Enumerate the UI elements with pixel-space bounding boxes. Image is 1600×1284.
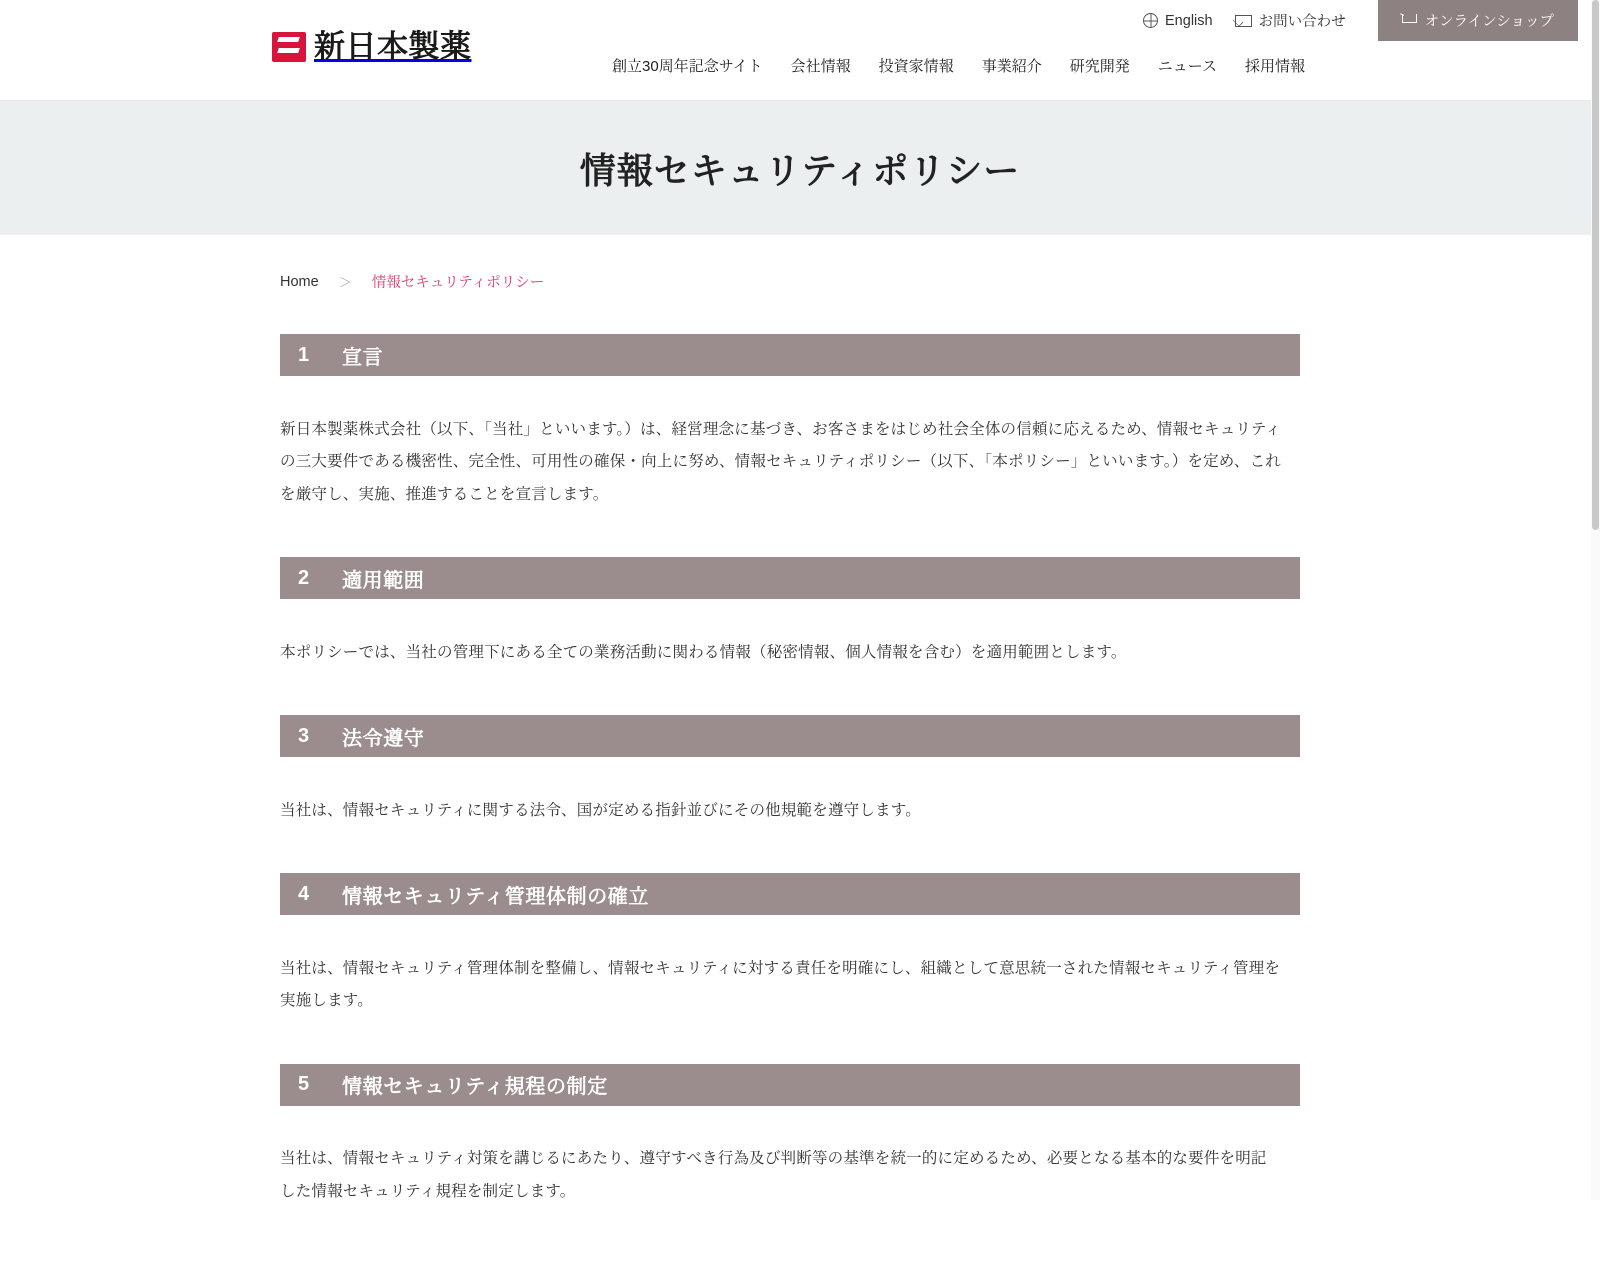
section-body-2: 本ポリシーでは、当社の管理下にある全ての業務活動に関わる情報（秘密情報、個人情報を含む）を適用範囲とします。 xyxy=(280,643,1127,661)
page-scrollbar[interactable] xyxy=(1591,0,1600,1200)
scrollbar-thumb[interactable] xyxy=(1592,0,1599,530)
nav-item-anniversary[interactable]: 創立30周年記念サイト xyxy=(612,58,763,75)
section-body-4: 当社は、情報セキュリティ管理体制を整備し、情報セキュリティに対する責任を明確にし、組織として意思統一された情報セキュリティ管理を実施します。 xyxy=(280,959,1281,1010)
section-number-2: 2 xyxy=(298,566,310,589)
section-title-5: 情報セキュリティ規程の制定 xyxy=(342,1076,608,1099)
section-number-5: 5 xyxy=(298,1073,310,1096)
online-shop-button[interactable] xyxy=(1378,0,1578,41)
section-number-4: 4 xyxy=(298,882,310,905)
main-nav xyxy=(612,55,1305,76)
section-header-4 xyxy=(280,873,1300,915)
nav-item-news[interactable]: ニュース xyxy=(1157,58,1217,75)
section-title-4: 情報セキュリティ管理体制の確立 xyxy=(342,885,649,908)
section-number-3: 3 xyxy=(298,724,310,747)
nav-item-research[interactable]: 研究開発 xyxy=(1069,58,1130,75)
nav-item-recruit[interactable]: 採用情報 xyxy=(1244,58,1305,75)
section-header-1 xyxy=(280,334,1300,376)
online-shop-label: オンラインショップ xyxy=(1424,14,1554,30)
page-title: 情報セキュリティポリシー xyxy=(579,149,1021,191)
contact-label: お問い合わせ xyxy=(1258,14,1346,30)
cart-icon xyxy=(1400,14,1416,27)
section-title-2: 適用範囲 xyxy=(342,569,425,592)
breadcrumb-current: 情報セキュリティポリシー xyxy=(371,275,545,291)
section-body-5: 当社は、情報セキュリティ対策を講じるにあたり、遵守すべき行為及び判断等の基準を統一的に定めるため、必要となる基本的な要件を明記した情報セキュリティ規程を制定します。 xyxy=(280,1150,1267,1200)
nav-item-company[interactable]: 会社情報 xyxy=(790,58,851,75)
language-label: English xyxy=(1165,12,1213,29)
language-switch-english[interactable] xyxy=(1143,13,1213,29)
section-title-1: 宣言 xyxy=(342,346,384,369)
mail-icon xyxy=(1235,15,1252,27)
breadcrumb-separator-icon: ＞ xyxy=(338,275,352,290)
section-body-3: 当社は、情報セキュリティに関する法令、国が定める指針並びにその他規範を遵守します。 xyxy=(280,801,921,819)
breadcrumb xyxy=(280,235,1300,292)
section-header-2 xyxy=(280,557,1300,599)
section-header-3 xyxy=(280,715,1300,757)
globe-icon xyxy=(1143,13,1158,28)
breadcrumb-home[interactable]: Home xyxy=(280,273,319,290)
page-title-band xyxy=(0,101,1600,235)
policy-content xyxy=(280,292,1300,1284)
section-title-3: 法令遵守 xyxy=(342,727,425,750)
contact-link[interactable] xyxy=(1235,10,1346,31)
nav-item-business[interactable]: 事業紹介 xyxy=(981,58,1042,75)
section-header-5 xyxy=(280,1064,1300,1106)
utility-nav xyxy=(1143,0,1600,41)
section-body-1: 新日本製薬株式会社（以下、「当社」といいます。）は、経営理念に基づき、お客さまをはじめ社会全体の信頼に応えるため、情報セキュリティの三大要件である機密性、完全性、可用性の確保・向上に努め、情報セキュリティポリシー（以下、「本ポリシー」といいます。）を定め、これを厳守し、実施、推進することを宣言します。 xyxy=(280,420,1281,503)
site-header xyxy=(0,0,1600,101)
company-logo-mark-icon xyxy=(272,32,306,62)
site-logo[interactable] xyxy=(272,31,472,62)
section-number-1: 1 xyxy=(298,343,310,366)
logo-text: 新日本製薬 xyxy=(314,29,472,64)
nav-item-investors[interactable]: 投資家情報 xyxy=(878,58,954,75)
